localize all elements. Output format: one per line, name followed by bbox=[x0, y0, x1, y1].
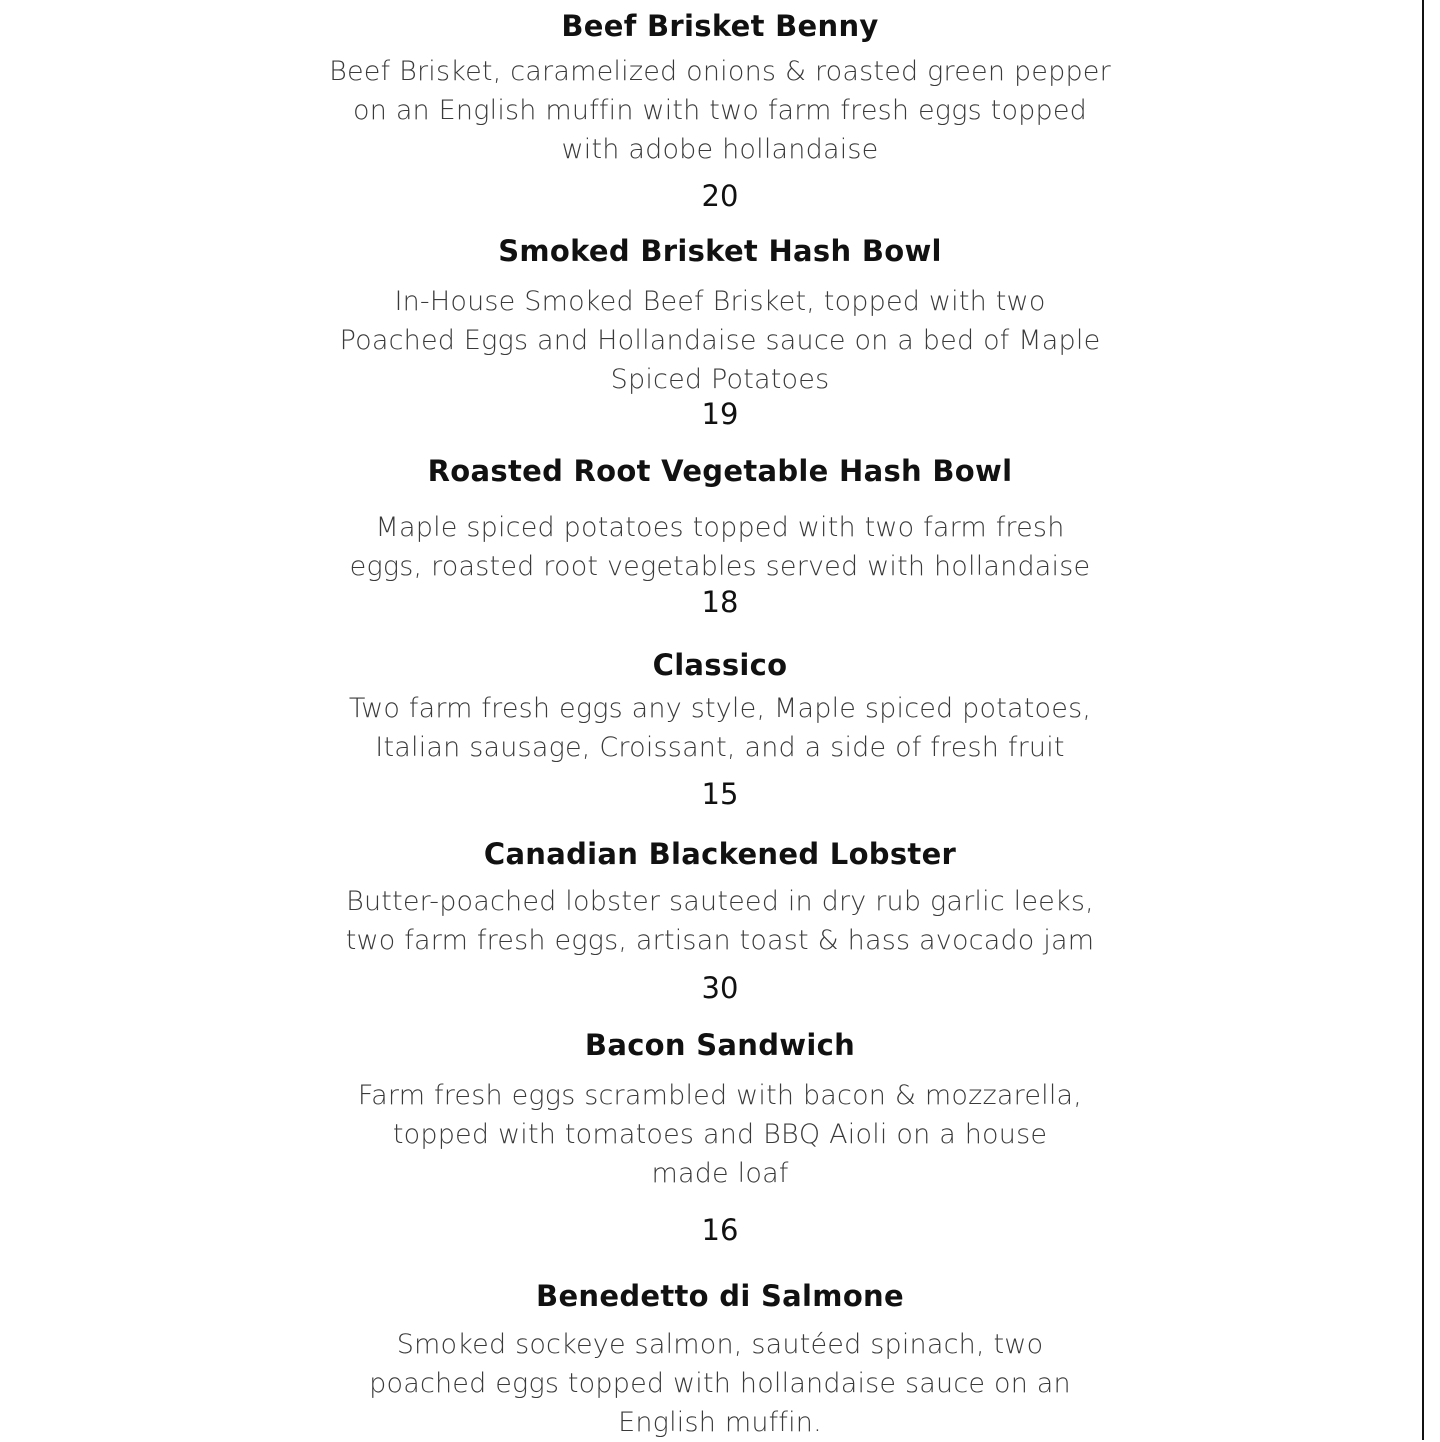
menu-item-price: 18 bbox=[701, 585, 739, 619]
description-line: Farm fresh eggs scrambled with bacon & mozzarella, bbox=[357, 1080, 1083, 1111]
menu-item-title: Benedetto di Salmone bbox=[536, 1279, 904, 1313]
description-line: topped with tomatoes and BBQ Aioli on a house bbox=[392, 1119, 1048, 1150]
description-line: on an English muffin with two farm fresh eggs topped bbox=[353, 95, 1087, 126]
menu-item-price: 15 bbox=[701, 777, 739, 811]
menu-item-title: Smoked Brisket Hash Bowl bbox=[498, 234, 942, 268]
description-line: English muffin. bbox=[618, 1407, 822, 1438]
menu-item-description bbox=[320, 52, 1120, 169]
menu-item-price: 19 bbox=[701, 397, 739, 431]
description-line: Smoked sockeye salmon, sautéed spinach, two bbox=[396, 1329, 1044, 1360]
menu-item-title: Beef Brisket Benny bbox=[561, 9, 879, 43]
description-line: Spiced Potatoes bbox=[610, 364, 830, 395]
description-line: two farm fresh eggs, artisan toast & hass avocado jam bbox=[345, 925, 1095, 956]
description-line: made loaf bbox=[651, 1158, 789, 1189]
menu-item-price: 16 bbox=[701, 1213, 739, 1247]
menu-item-description bbox=[320, 882, 1120, 960]
menu-item-description bbox=[320, 1076, 1120, 1193]
menu-item-title: Classico bbox=[652, 648, 788, 682]
description-line: In-House Smoked Beef Brisket, topped with two bbox=[394, 286, 1046, 317]
menu-item-price: 30 bbox=[701, 971, 739, 1005]
menu-item-title: Canadian Blackened Lobster bbox=[483, 837, 957, 871]
menu-item-title: Bacon Sandwich bbox=[584, 1028, 856, 1062]
description-line: Butter-poached lobster sauteed in dry rub garlic leeks, bbox=[346, 886, 1094, 917]
menu-item-description bbox=[320, 689, 1120, 767]
menu-item-description bbox=[320, 1325, 1120, 1442]
description-line: Two farm fresh eggs any style, Maple spiced potatoes, bbox=[348, 693, 1092, 724]
description-line: Poached Eggs and Hollandaise sauce on a bed of Maple bbox=[339, 325, 1101, 356]
description-line: Italian sausage, Croissant, and a side of fresh fruit bbox=[375, 732, 1065, 763]
description-line: poached eggs topped with hollandaise sauce on an bbox=[369, 1368, 1071, 1399]
description-line: eggs, roasted root vegetables served with hollandaise bbox=[349, 551, 1091, 582]
description-line: Beef Brisket, caramelized onions & roasted green pepper bbox=[329, 56, 1111, 87]
menu-item-description bbox=[320, 508, 1120, 586]
menu-item-description bbox=[320, 282, 1120, 399]
description-line: with adobe hollandaise bbox=[561, 134, 879, 165]
menu-item-price: 20 bbox=[701, 179, 739, 213]
menu-item-title: Roasted Root Vegetable Hash Bowl bbox=[427, 454, 1013, 488]
description-line: Maple spiced potatoes topped with two farm fresh bbox=[375, 512, 1065, 543]
